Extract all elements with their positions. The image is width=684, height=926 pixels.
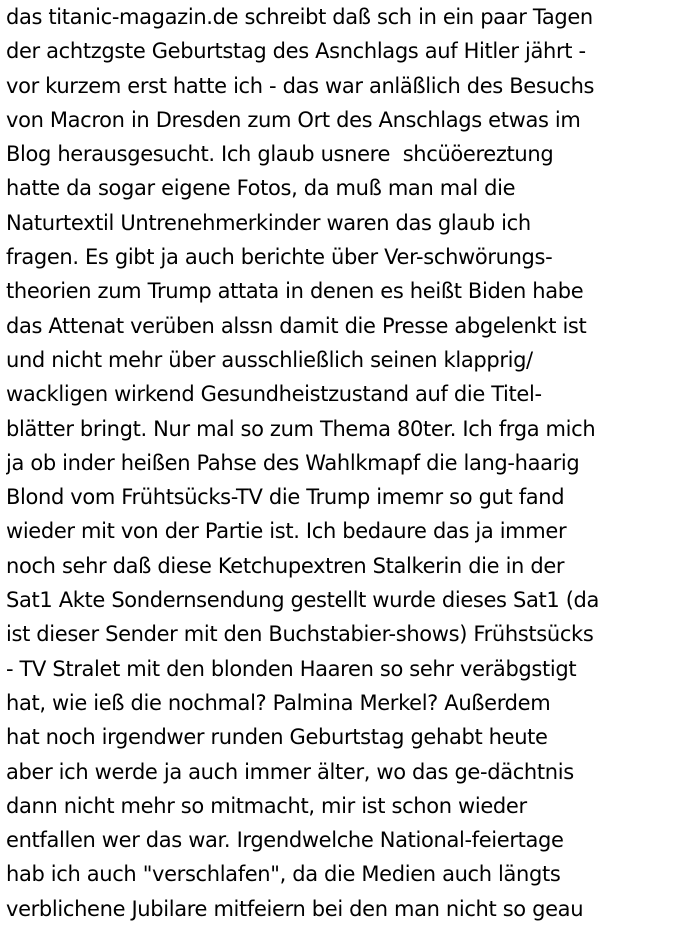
document-body	[6, 0, 684, 926]
text-line-2: der achtzgste Geburtstag des Asnchlags auf Hitler jährt -	[6, 39, 586, 64]
text-line-15: Blond vom Frühtsücks-TV die Trump imemr so gut fand	[6, 485, 565, 510]
text-line-11: und nicht mehr über ausschließlich seinen klapprig/	[6, 347, 533, 372]
text-line-10: das Attenat verüben alssn damit die Presse abgelenkt ist	[6, 313, 587, 338]
text-line-20: - TV Stralet mit den blonden Haaren so sehr veräbgstigt	[6, 656, 577, 681]
text-line-16: wieder mit von der Partie ist. Ich bedaure das ja immer	[6, 519, 567, 544]
text-line-8: fragen. Es gibt ja auch berichte über Ver-schwörungs-	[6, 245, 553, 270]
text-line-27: verblichene Jubilare mitfeiern bei den man nicht so geau	[6, 896, 584, 921]
text-line-12: wackligen wirkend Gesundheistzustand auf die Titel-	[6, 382, 542, 407]
text-line-5: Blog herausgesucht. Ich glaub usnere shcüöereztung	[6, 142, 554, 167]
text-line-1: das titanic-magazin.de schreibt daß sch in ein paar Tagen	[6, 5, 593, 29]
text-line-4: von Macron in Dresden zum Ort des Anschlags etwas im	[6, 107, 581, 132]
text-line-19: ist dieser Sender mit den Buchstabier-shows) Frühstsücks	[6, 622, 594, 647]
text-line-18: Sat1 Akte Sondernsendung gestellt wurde dieses Sat1 (da	[6, 588, 600, 613]
text-line-22: hat noch irgendwer runden Geburtstag gehabt heute	[6, 725, 548, 750]
text-line-7: Naturtextil Untrenehmerkinder waren das glaub ich	[6, 210, 531, 235]
text-line-3: vor kurzem erst hatte ich - das war anläßlich des Besuchs	[6, 73, 595, 98]
text-line-23: aber ich werde ja auch immer älter, wo das ge-dächtnis	[6, 759, 574, 784]
text-line-9: theorien zum Trump attata in denen es heißt Biden habe	[6, 279, 584, 304]
text-line-14: ja ob inder heißen Pahse des Wahlkmapf die lang-haarig	[6, 450, 580, 475]
text-line-25: entfallen wer das war. Irgendwelche National-feiertage	[6, 828, 564, 853]
text-line-13: blätter bringt. Nur mal so zum Thema 80ter. Ich frga mich	[6, 416, 596, 441]
text-line-26: hab ich auch "verschlafen", da die Medien auch längts	[6, 862, 561, 887]
text-line-17: noch sehr daß diese Ketchupextren Stalkerin die in der	[6, 553, 565, 578]
text-line-21: hat, wie ieß die nochmal? Palmina Merkel? Außerdem	[6, 690, 551, 715]
text-line-6: hatte da sogar eigene Fotos, da muß man mal die	[6, 176, 516, 201]
text-line-24: dann nicht mehr so mitmacht, mir ist schon wieder	[6, 793, 527, 818]
